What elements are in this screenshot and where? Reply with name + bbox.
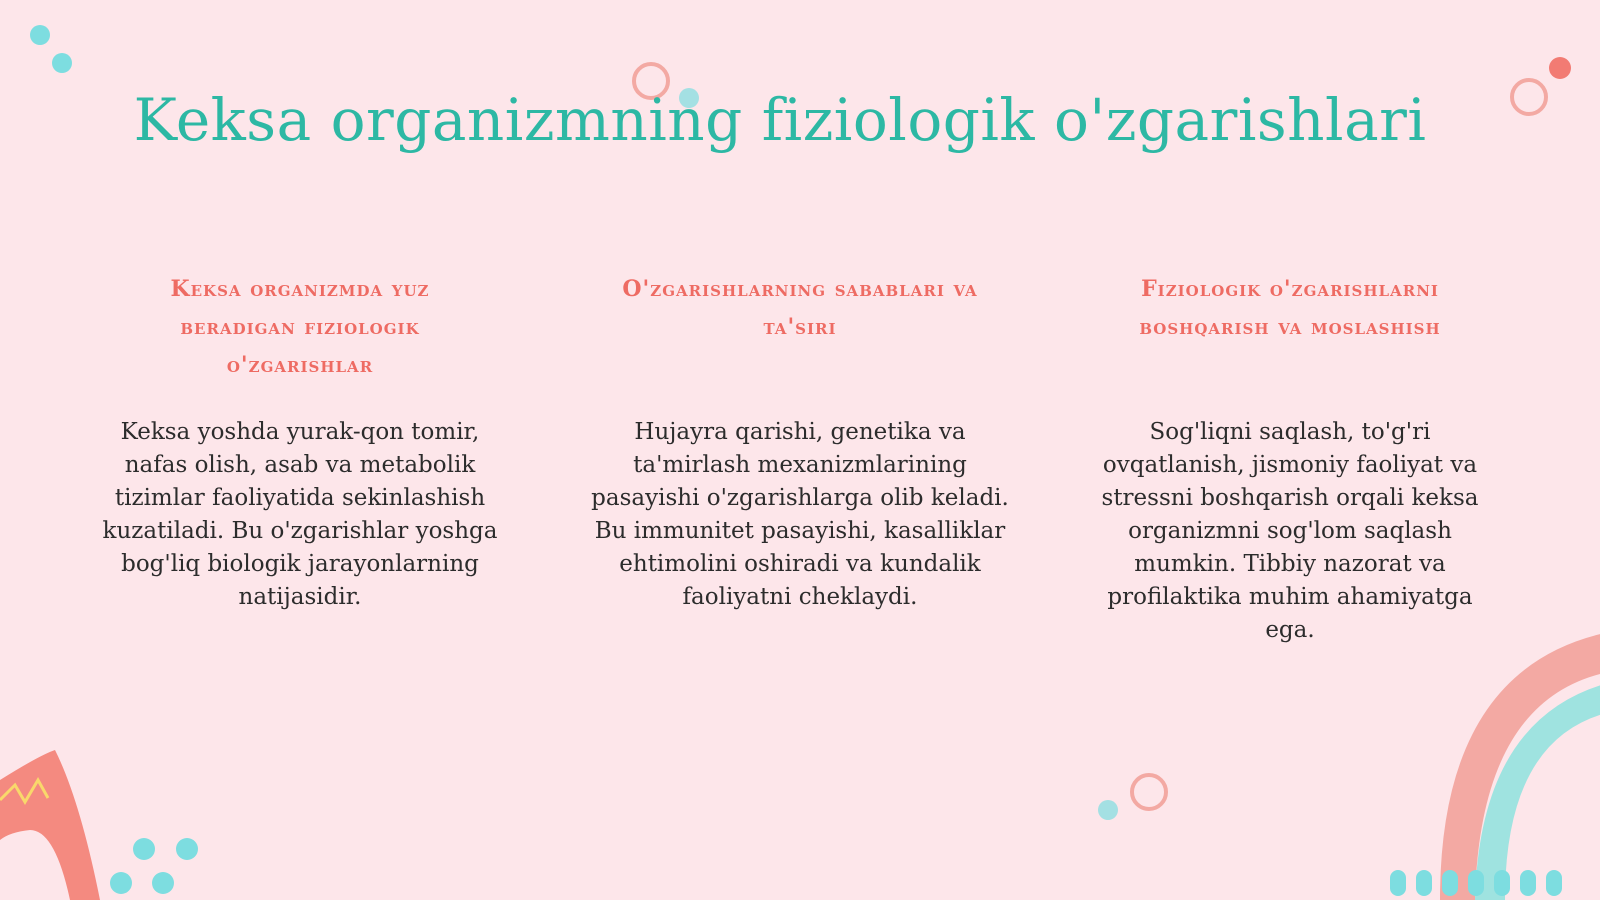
column-heading: Keksa organizmda yuz beradigan fiziologik o'zgarishlar [170,276,430,378]
column-heading: Fiziologik o'zgarishlarni boshqarish va moslashish [1139,276,1441,340]
decor-dot [30,25,50,45]
slide-title: Keksa organizmning fiziologik o'zgarishlari [133,86,1427,154]
column-body: Keksa yoshda yurak-qon tomir, nafas olish, asab va metabolik tizimlar faoliyatida sekinlashish kuzatiladi. Bu o'zgarishlar yoshga bog'liq biologik jarayonlarning natijasidir. [102,419,498,610]
column-physiological-changes [90,270,510,610]
decor-arch-left [0,740,130,900]
decor-ring [1130,773,1168,811]
column-body: Sog'liqni saqlash, to'g'ri ovqatlanish, jismoniy faoliyat va stressni boshqarish orqali keksa organizmni sog'lom saqlash mumkin. Tibbiy nazorat va profilaktika muhim ahamiyatga ega. [1101,419,1479,643]
decor-dot [52,53,72,73]
decor-rainbow-right [1420,620,1600,900]
column-heading: O'zgarishlarning sabablari va ta'siri [622,276,978,340]
column-body: Hujayra qarishi, genetika va ta'mirlash mexanizmlarining pasayishi o'zgarishlarga olib keladi. Bu immunitet pasayishi, kasalliklar ehtimolini oshiradi va kundalik faoliyatni cheklaydi. [591,419,1009,610]
decor-dot [152,872,174,894]
decor-dot [176,838,198,860]
column-causes-and-effects [590,270,1010,610]
decor-dot [1549,57,1571,79]
column-management-and-adaptation [1080,270,1500,643]
decor-dot-row [1390,870,1600,900]
decor-dot [1098,800,1118,820]
decor-dot [133,838,155,860]
